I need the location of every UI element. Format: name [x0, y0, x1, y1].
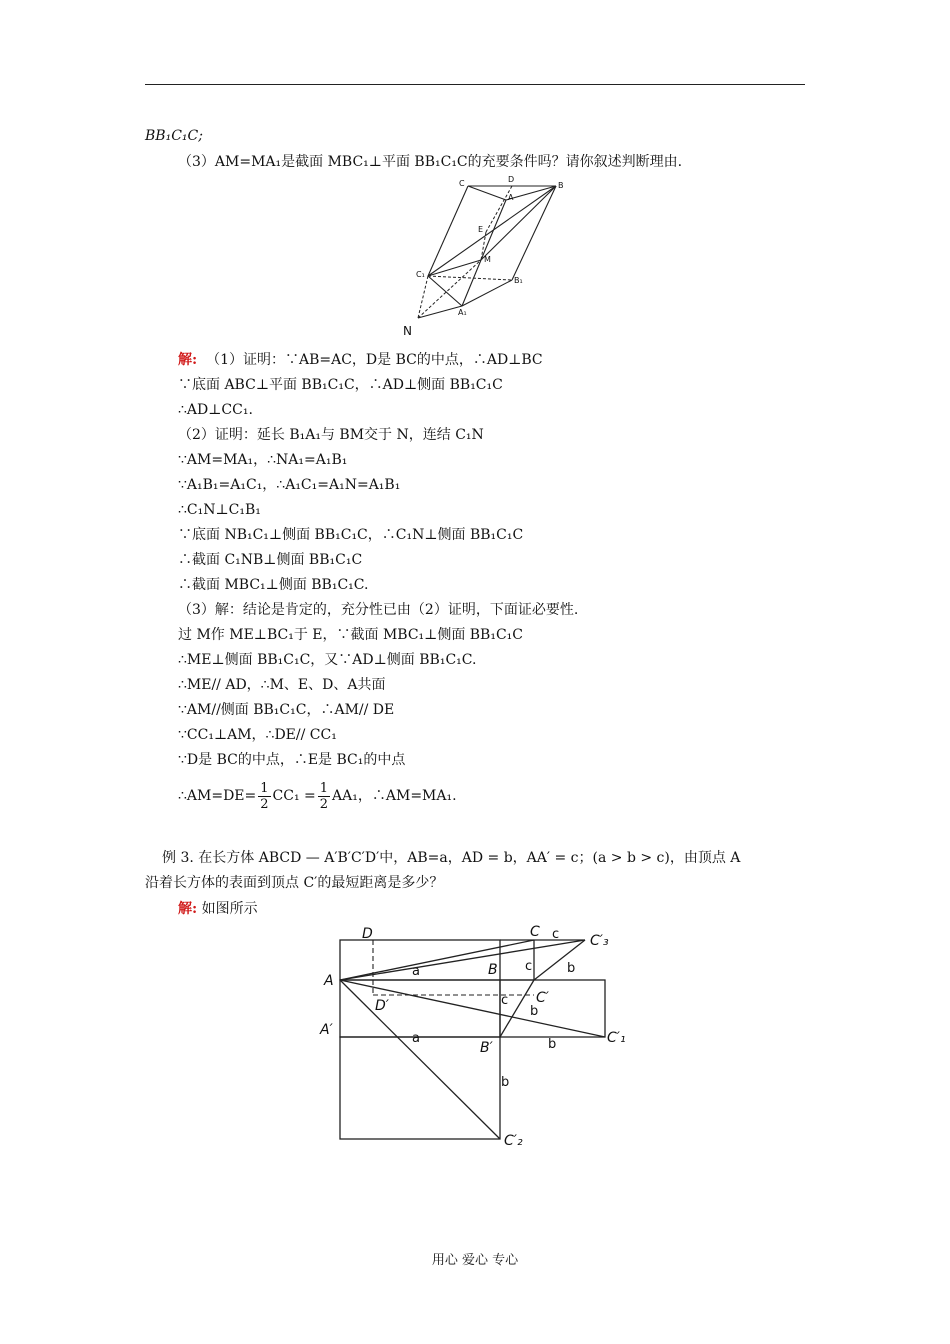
label-c1: C₁ — [416, 270, 425, 279]
label-b-prime: B′ — [480, 1040, 493, 1056]
fraction-numerator: 1 — [319, 780, 329, 796]
solution-line: 过 M作 ME⊥BC₁于 E，∵截面 MBC₁⊥侧面 BB₁C₁C — [178, 627, 523, 643]
label-c1: C′₁ — [607, 1030, 626, 1046]
label-a-prime: A′ — [320, 1022, 333, 1038]
edge-b1-b — [512, 186, 556, 280]
solution-line: ∵AM//侧面 BB₁C₁C，∴AM// DE — [178, 702, 395, 718]
edge-c1-a1 — [428, 276, 462, 306]
front-face — [340, 980, 500, 1037]
solution-line: ∵AM=MA₁，∴NA₁=A₁B₁ — [178, 452, 348, 468]
solution-line: ∵CC₁⊥AM，∴DE// CC₁ — [178, 727, 337, 743]
label-e: E — [478, 225, 484, 234]
solution-line: ∴ME// AD，∴M、E、D、A共面 — [178, 677, 386, 693]
label-c3: C′₃ — [590, 933, 609, 949]
label-c: C — [530, 924, 540, 940]
edge-c1-b — [428, 186, 556, 276]
edge-c3-b — [534, 940, 585, 980]
label-a1: A₁ — [458, 308, 467, 317]
solution-line: ∵D是 BC的中点，∴E是 BC₁的中点 — [178, 752, 406, 768]
label-d: D — [362, 926, 373, 942]
label-d-prime: D′ — [375, 998, 389, 1014]
label-a-mid: a — [412, 1031, 420, 1046]
question-3: （3）AM=MA₁是截面 MBC₁⊥平面 BB₁C₁C的充要条件吗？请你叙述判断理由. — [178, 154, 683, 170]
label-a: A — [324, 973, 334, 989]
solution-label: 解: — [178, 352, 198, 368]
cuboid-net-figure — [310, 915, 640, 1155]
path-a-c2 — [340, 980, 500, 1139]
solution-line: ∴截面 MBC₁⊥侧面 BB₁C₁C. — [178, 577, 369, 593]
solution-last-mid1: CC₁ = — [272, 788, 316, 804]
example-3-line-2: 沿着长方体的表面到顶点 C′的最短距离是多少？ — [145, 875, 444, 891]
example-3-line-1: 例 3. 在长方体 ABCD — A′B′C′D′中，AB=a，AD = b，AA′ = c；(a > b > c)，由顶点 A — [162, 850, 741, 866]
edge-a1-n — [418, 306, 462, 318]
solution-last-line — [178, 778, 457, 814]
solution-line: ∴AD⊥CC₁. — [178, 402, 253, 418]
path-a-c3 — [340, 940, 585, 980]
edge-c1-m — [428, 260, 481, 276]
label-b1: B₁ — [514, 276, 523, 285]
fraction-denominator: 2 — [260, 796, 269, 812]
label-c-side: c — [525, 959, 533, 974]
label-b-side: b — [567, 961, 576, 976]
edge-m-b — [481, 186, 556, 260]
solution-line: ∴ME⊥侧面 BB₁C₁C，又∵AD⊥侧面 BB₁C₁C. — [178, 652, 477, 668]
solution-last-mid2: AA₁，∴AM=MA₁. — [332, 788, 457, 804]
right-face — [500, 980, 605, 1037]
solution-line: ∴截面 C₁NB⊥侧面 BB₁C₁C — [178, 552, 363, 568]
label-n: N — [403, 324, 412, 338]
header-rule — [145, 84, 805, 85]
solution-line: ∵A₁B₁=A₁C₁，∴A₁C₁=A₁N=A₁B₁ — [178, 477, 401, 493]
label-b: B — [488, 962, 498, 978]
label-m: M — [484, 255, 491, 264]
label-a: A — [508, 193, 514, 202]
label-c2: C′₂ — [504, 1133, 523, 1149]
label-b-right: b — [548, 1037, 557, 1052]
example-3-solution-label: 解: — [178, 901, 198, 917]
bottom-face — [340, 1037, 500, 1139]
label-c-top: c — [552, 927, 560, 942]
example-3-solution — [178, 899, 258, 919]
label-b: B — [558, 181, 564, 190]
solution-line: ∵底面 ABC⊥平面 BB₁C₁C，∴AD⊥侧面 BB₁C₁C — [178, 377, 503, 393]
fraction-half — [318, 781, 330, 812]
prism-figure — [395, 172, 575, 342]
path-a-c — [340, 940, 534, 980]
page-footer: 用心 爱心 专心 — [431, 1253, 519, 1268]
solution-line: （3）解：结论是肯定的，充分性已由（2）证明，下面证必要性. — [178, 602, 579, 618]
edge-a1-b1 — [462, 280, 512, 306]
fraction-half — [258, 781, 270, 812]
solution-text-1: （1）证明：∵AB=AC，D是 BC的中点，∴AD⊥BC — [206, 352, 543, 368]
solution-line: （2）证明：延长 B₁A₁与 BM交于 N，连结 C₁N — [178, 427, 484, 443]
edge-c1-b1-hidden — [428, 276, 512, 280]
label-c-mid: c — [501, 993, 509, 1008]
label-a-top: a — [412, 964, 420, 979]
solution-line: ∴C₁N⊥C₁B₁ — [178, 502, 261, 518]
solution-line-1 — [178, 350, 543, 370]
solution-last-pre: ∴AM=DE= — [178, 788, 257, 804]
fraction-numerator: 1 — [260, 780, 269, 796]
label-b-mid: b — [530, 1004, 539, 1019]
example-3-solution-text: 如图所示 — [201, 901, 258, 917]
label-d: D — [508, 175, 515, 184]
label-c-prime: C′ — [536, 990, 549, 1006]
edge-c1-n-hidden — [418, 276, 428, 318]
label-c: C — [459, 179, 465, 188]
fraction-denominator: 2 — [319, 796, 329, 812]
solution-line: ∵底面 NB₁C₁⊥侧面 BB₁C₁C，∴C₁N⊥侧面 BB₁C₁C — [178, 527, 524, 543]
edge-c-a — [468, 186, 506, 200]
label-b-down: b — [501, 1075, 510, 1090]
edge-m-a1 — [462, 260, 481, 306]
top-line: BB₁C₁C; — [145, 128, 203, 144]
top-face — [340, 940, 500, 980]
edge-cprime-bprime — [500, 980, 534, 1037]
